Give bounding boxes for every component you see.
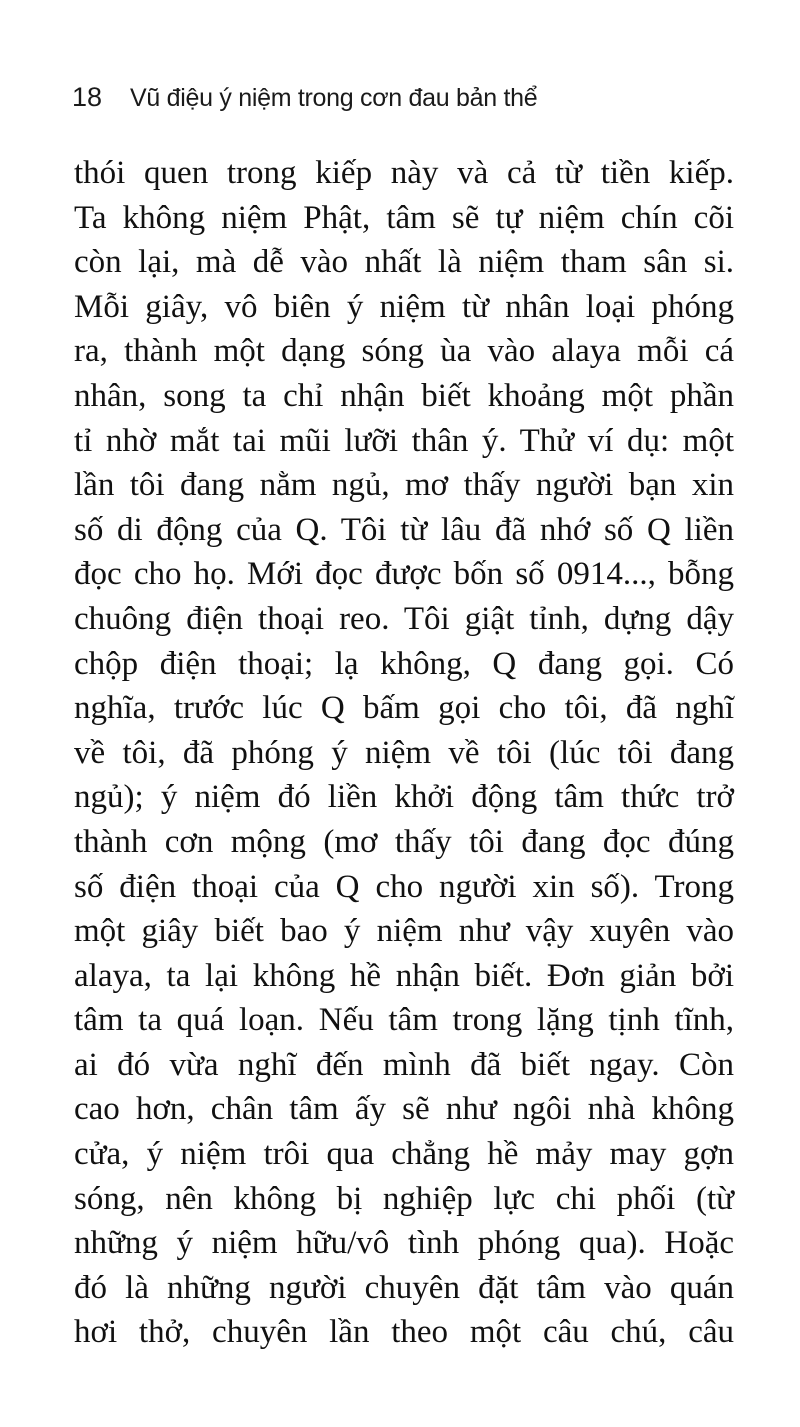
text-line: còn lại, mà dễ vào nhất là niệm tham sân si. [74, 244, 734, 281]
text-line: cao hơn, chân tâm ấy sẽ như ngôi nhà không [74, 1091, 734, 1128]
text-line: ai đó vừa nghĩ đến mình đã biết ngay. Còn [74, 1046, 734, 1083]
page-number: 18 [72, 82, 103, 112]
text-line: đó là những người chuyên đặt tâm vào quán [74, 1269, 734, 1306]
text-line: về tôi, đã phóng ý niệm về tôi (lúc tôi đang [74, 734, 734, 771]
text-line: những ý niệm hữu/vô tình phóng qua). Hoặc [74, 1225, 734, 1262]
text-line: nhân, song ta chỉ nhận biết khoảng một phần [74, 377, 734, 414]
text-line: Ta không niệm Phật, tâm sẽ tự niệm chín cõi [74, 199, 734, 236]
text-line: cửa, ý niệm trôi qua chẳng hề mảy may gợn [74, 1136, 734, 1173]
text-line: hơi thở, chuyên lần theo một câu chú, câu [74, 1314, 734, 1351]
text-line: nghĩa, trước lúc Q bấm gọi cho tôi, đã nghĩ [74, 690, 734, 727]
text-line: lần tôi đang nằm ngủ, mơ thấy người bạn xin [74, 467, 734, 504]
text-line: alaya, ta lại không hề nhận biết. Đơn giản bởi [74, 957, 734, 994]
text-line: Mỗi giây, vô biên ý niệm từ nhân loại phóng [74, 288, 734, 325]
text-line: sóng, nên không bị nghiệp lực chi phối (từ [74, 1180, 734, 1217]
running-title: Vũ điệu ý niệm trong cơn đau bản thể [130, 84, 538, 112]
text-line: chuông điện thoại reo. Tôi giật tỉnh, dựng dậy [74, 600, 734, 637]
text-line: chộp điện thoại; lạ không, Q đang gọi. Có [74, 645, 734, 682]
text-line: một giây biết bao ý niệm như vậy xuyên vào [74, 913, 734, 950]
text-line: tỉ nhờ mắt tai mũi lưỡi thân ý. Thử ví dụ: một [74, 422, 734, 459]
text-line: tâm ta quá loạn. Nếu tâm trong lặng tịnh tĩnh, [74, 1002, 734, 1039]
text-line: số di động của Q. Tôi từ lâu đã nhớ số Q liền [74, 511, 734, 548]
text-line: số điện thoại của Q cho người xin số). Trong [74, 868, 734, 905]
text-line: ra, thành một dạng sóng ùa vào alaya mỗi cá [74, 333, 734, 370]
page-header [72, 82, 537, 122]
body-text [74, 151, 734, 1355]
text-line: đọc cho họ. Mới đọc được bốn số 0914..., bỗng [74, 556, 734, 593]
text-line: ngủ); ý niệm đó liền khởi động tâm thức trở [74, 779, 734, 816]
text-line: thói quen trong kiếp này và cả từ tiền kiếp. [74, 155, 734, 191]
text-line: thành cơn mộng (mơ thấy tôi đang đọc đúng [74, 823, 734, 860]
